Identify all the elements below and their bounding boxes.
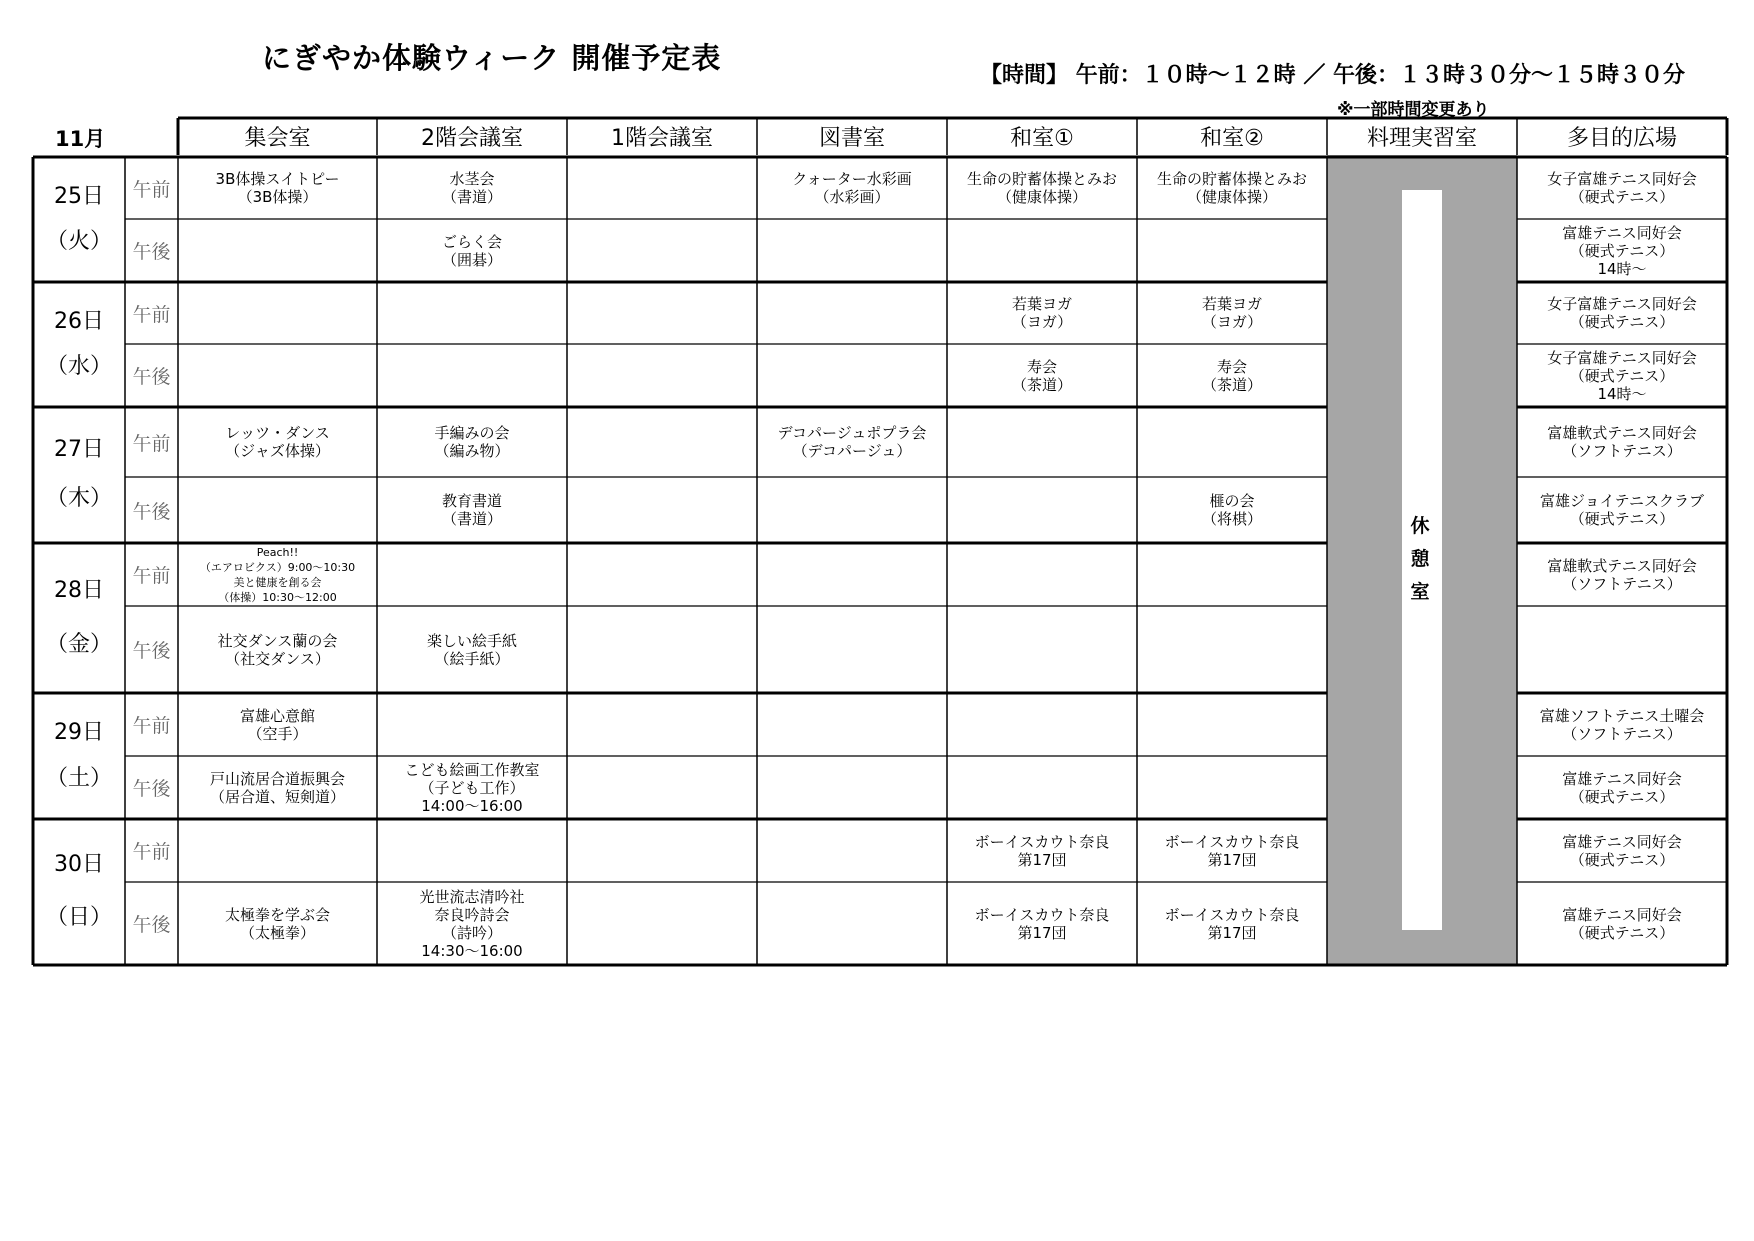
period-pm — [125, 344, 178, 407]
cell-line: （健康体操） — [1186, 188, 1277, 206]
month-label: 11月 — [55, 127, 106, 151]
schedule-cell — [947, 157, 1137, 219]
cell-line: 生命の貯蓄体操とみお — [966, 170, 1117, 188]
schedule-cell — [757, 344, 947, 407]
cell-line: （硬式テニス） — [1569, 850, 1675, 869]
cell-line: （硬式テニス） — [1569, 313, 1675, 331]
cell-line: （3B体操） — [237, 188, 318, 206]
schedule-cell — [178, 477, 377, 543]
cell-line: 富雄心意館 — [239, 706, 315, 725]
cell-line: 榧の会 — [1209, 492, 1255, 510]
schedule-cell — [567, 407, 757, 477]
schedule-cell — [567, 756, 757, 819]
schedule-cell — [1137, 606, 1327, 693]
cell-line: （ヨガ） — [1011, 313, 1073, 331]
room-header-text: 2階会議室 — [421, 126, 523, 151]
schedule-cell — [377, 282, 567, 344]
day-date-text: 29日 — [54, 720, 104, 746]
cell-line: （空手） — [247, 724, 308, 743]
room-header-text: 集会室 — [244, 126, 311, 151]
schedule-cell — [757, 157, 947, 219]
schedule-cell — [377, 157, 567, 219]
schedule-cell — [377, 477, 567, 543]
cell-line: 富雄軟式テニス同好会 — [1547, 556, 1697, 575]
room-header — [1327, 118, 1517, 155]
cell-line: （書道） — [441, 188, 502, 206]
cell-line: 楽しい絵手紙 — [426, 631, 517, 650]
schedule-cell — [178, 756, 377, 819]
day-weekday — [33, 472, 125, 521]
schedule-cell — [947, 282, 1137, 344]
day-date — [33, 837, 125, 890]
day-date — [33, 708, 125, 753]
schedule-cell — [1517, 344, 1727, 407]
cell-line: 富雄テニス同好会 — [1562, 832, 1682, 851]
schedule-cell — [1137, 477, 1327, 543]
schedule-cell — [377, 407, 567, 477]
schedule-cell — [757, 282, 947, 344]
schedule-cell — [1137, 407, 1327, 477]
schedule-cell — [757, 819, 947, 882]
period-am-text: 午前 — [132, 432, 171, 455]
day-weekday-text: （金） — [45, 631, 112, 657]
room-header-text: 料理実習室 — [1366, 126, 1477, 151]
room-header — [178, 118, 377, 155]
room-header — [1137, 118, 1327, 155]
schedule-cell — [377, 606, 567, 693]
schedule-cell — [1137, 157, 1327, 219]
room-header-text: 図書室 — [818, 126, 885, 151]
cell-line: （編み物） — [434, 442, 510, 460]
cell-line: デコパージュポプラ会 — [777, 424, 927, 442]
cell-line: （子ども工作） — [419, 778, 525, 797]
schedule-cell — [1517, 407, 1727, 477]
cell-line: 寿会 — [1216, 357, 1247, 376]
period-am-text: 午前 — [132, 841, 171, 863]
cell-line: レッツ・ダンス — [225, 424, 330, 442]
day-date — [33, 297, 125, 342]
schedule-cell — [567, 819, 757, 882]
schedule-cell — [947, 693, 1137, 756]
schedule-cell — [757, 219, 947, 282]
schedule-cell — [377, 819, 567, 882]
rest-room-label — [1400, 510, 1440, 609]
schedule-cell — [567, 543, 757, 606]
schedule-cell — [377, 693, 567, 756]
cell-line: 富雄ソフトテニス土曜会 — [1539, 706, 1705, 725]
schedule-cell — [947, 606, 1137, 693]
schedule-cell — [1517, 606, 1727, 693]
day-date-text: 30日 — [54, 852, 104, 878]
cell-line: （エアロビクス）9:00～10:30 — [199, 561, 356, 574]
schedule-cell — [377, 882, 567, 965]
cell-line: ボーイスカウト奈良 — [1164, 832, 1300, 851]
period-pm-text: 午後 — [132, 241, 171, 263]
period-am — [125, 282, 178, 344]
cell-line: 富雄テニス同好会 — [1562, 223, 1682, 242]
period-am-text: 午前 — [132, 565, 171, 587]
period-am — [125, 693, 178, 756]
day-weekday — [33, 217, 125, 262]
schedule-cell — [1517, 882, 1727, 965]
cell-line: 富雄テニス同好会 — [1562, 905, 1682, 924]
room-header — [1517, 118, 1727, 155]
schedule-cell — [178, 282, 377, 344]
day-date-text: 28日 — [54, 577, 104, 603]
cell-line: （居合道、短剣道） — [209, 787, 345, 806]
cell-line: 若葉ヨガ — [1011, 295, 1072, 313]
schedule-cell — [1517, 157, 1727, 219]
schedule-cell — [567, 477, 757, 543]
cell-line: （硬式テニス） — [1569, 241, 1675, 260]
cell-line: （ヨガ） — [1201, 313, 1263, 331]
cell-line: 水茎会 — [449, 170, 495, 188]
schedule-cell — [1517, 819, 1727, 882]
hours-info: 【時間】 午前：１０時～１２時 ／ 午後：１３時３０分～１５時３０分 — [980, 63, 1685, 88]
schedule-cell — [567, 344, 757, 407]
cell-line: 第17団 — [1207, 850, 1257, 869]
period-pm — [125, 882, 178, 965]
cell-line: 社交ダンス蘭の会 — [217, 631, 338, 650]
day-weekday — [33, 615, 125, 669]
schedule-cell — [757, 756, 947, 819]
cell-line: ボーイスカウト奈良 — [974, 905, 1110, 924]
cell-line: ボーイスカウト奈良 — [974, 832, 1110, 851]
period-pm-text: 午後 — [132, 778, 171, 800]
period-pm — [125, 756, 178, 819]
cell-line: （ソフトテニス） — [1562, 724, 1682, 743]
cell-line: 14:30～16:00 — [421, 941, 523, 960]
schedule-cell — [947, 344, 1137, 407]
schedule-cell — [757, 606, 947, 693]
schedule-cell — [567, 282, 757, 344]
cell-line: 女子富雄テニス同好会 — [1547, 295, 1697, 313]
schedule-cell — [1517, 693, 1727, 756]
cell-line: ボーイスカウト奈良 — [1164, 905, 1300, 924]
schedule-cell — [947, 219, 1137, 282]
schedule-cell — [757, 477, 947, 543]
cell-line: （ジャズ体操） — [225, 442, 330, 460]
cell-line: 光世流志清吟社 — [419, 887, 525, 906]
period-pm — [125, 606, 178, 693]
cell-line: （健康体操） — [996, 188, 1087, 206]
cell-line: （将棋） — [1201, 510, 1262, 528]
room-header-text: 和室① — [1010, 126, 1074, 151]
room-header — [567, 118, 757, 155]
schedule-cell — [567, 882, 757, 965]
schedule-cell — [377, 756, 567, 819]
cell-line: クォーター水彩画 — [792, 170, 912, 188]
cell-line: 手編みの会 — [434, 424, 510, 442]
schedule-cell — [178, 219, 377, 282]
cell-line: 富雄テニス同好会 — [1562, 769, 1682, 788]
cell-line: 戸山流居合道振興会 — [209, 769, 345, 788]
schedule-cell — [178, 606, 377, 693]
period-pm-text: 午後 — [132, 914, 171, 936]
cell-line: 美と健康を創る会 — [233, 576, 322, 589]
schedule-cell — [1517, 543, 1727, 606]
cell-line: （太極拳） — [239, 923, 315, 942]
cell-line: Peach!! — [256, 546, 299, 559]
schedule-cell — [178, 882, 377, 965]
period-am — [125, 407, 178, 477]
period-am — [125, 543, 178, 606]
room-header — [947, 118, 1137, 155]
cell-line: 第17団 — [1207, 923, 1257, 942]
cell-line: （硬式テニス） — [1569, 787, 1675, 806]
day-weekday-text: （水） — [45, 354, 112, 379]
cell-line: （硬式テニス） — [1569, 188, 1675, 206]
schedule-cell — [1137, 219, 1327, 282]
cell-line: 太極拳を学ぶ会 — [224, 905, 330, 924]
schedule-cell — [567, 157, 757, 219]
cell-line: （詩吟） — [441, 923, 502, 942]
period-pm — [125, 477, 178, 543]
period-am — [125, 819, 178, 882]
cell-line: （デコパージュ） — [792, 442, 912, 460]
cell-line: （硬式テニス） — [1569, 923, 1675, 942]
cell-line: （硬式テニス） — [1569, 366, 1675, 385]
period-am-text: 午前 — [132, 303, 171, 326]
schedule-cell — [1137, 344, 1327, 407]
cell-line: （社交ダンス） — [225, 649, 330, 668]
cell-line: （水彩画） — [814, 188, 890, 206]
cell-line: 14時～ — [1597, 384, 1647, 403]
day-weekday — [33, 889, 125, 942]
period-pm-text: 午後 — [132, 640, 171, 662]
cell-line: 生命の貯蓄体操とみお — [1156, 170, 1307, 188]
rest-room-char: 室 — [1410, 581, 1430, 603]
room-header — [757, 118, 947, 155]
schedule-cell — [1517, 756, 1727, 819]
cell-line: 14:00～16:00 — [421, 796, 523, 815]
schedule-cell — [947, 477, 1137, 543]
period-am-text: 午前 — [132, 715, 171, 737]
schedule-cell — [1137, 756, 1327, 819]
cell-line: （体操）10:30～12:00 — [218, 591, 337, 604]
room-header-text: 和室② — [1200, 126, 1264, 151]
period-pm — [125, 219, 178, 282]
schedule-cell — [757, 543, 947, 606]
schedule-cell — [178, 344, 377, 407]
day-date — [33, 561, 125, 615]
cell-line: （茶道） — [1201, 375, 1262, 394]
hours-note: ※一部時間変更あり — [1337, 100, 1490, 120]
cell-line: 教育書道 — [441, 492, 502, 510]
schedule-cell — [947, 819, 1137, 882]
schedule-cell — [1137, 282, 1327, 344]
schedule-cell — [377, 219, 567, 282]
schedule-cell — [947, 882, 1137, 965]
schedule-cell — [178, 819, 377, 882]
day-weekday — [33, 342, 125, 387]
cell-line: （書道） — [441, 510, 502, 528]
cell-line: （硬式テニス） — [1569, 510, 1675, 528]
day-weekday-text: （土） — [45, 765, 112, 791]
room-header-text: 多目的広場 — [1566, 126, 1677, 151]
cell-line: （囲碁） — [441, 250, 502, 269]
day-date-text: 26日 — [54, 309, 104, 334]
schedule-cell — [178, 693, 377, 756]
schedule-cell — [178, 157, 377, 219]
cell-line: 女子富雄テニス同好会 — [1547, 170, 1697, 188]
room-header-text: 1階会議室 — [611, 126, 713, 151]
schedule-cell — [377, 344, 567, 407]
page-title: にぎやか体験ウィーク 開催予定表 — [262, 41, 722, 75]
rest-room-char: 休 — [1410, 515, 1430, 537]
schedule-cell — [567, 693, 757, 756]
cell-line: ごらく会 — [441, 232, 502, 251]
period-pm-text: 午後 — [132, 500, 171, 523]
schedule-cell — [567, 606, 757, 693]
cell-line: 14時～ — [1597, 259, 1647, 278]
schedule-cell — [1517, 282, 1727, 344]
day-date — [33, 423, 125, 472]
schedule-cell — [757, 693, 947, 756]
day-weekday-text: （火） — [45, 229, 112, 254]
schedule-cell — [178, 407, 377, 477]
day-date-text: 25日 — [54, 184, 104, 209]
cell-line: 3B体操スイトピー — [215, 170, 340, 188]
schedule-cell — [1517, 477, 1727, 543]
schedule-cell — [1517, 219, 1727, 282]
cell-line: こども絵画工作教室 — [404, 760, 540, 779]
cell-line: 富雄ジョイテニスクラブ — [1539, 492, 1705, 510]
period-am — [125, 157, 178, 219]
cell-line: 女子富雄テニス同好会 — [1547, 348, 1697, 367]
day-weekday-text: （日） — [45, 904, 112, 930]
cell-line: （ソフトテニス） — [1562, 574, 1682, 593]
schedule-cell — [1137, 693, 1327, 756]
schedule-cell — [1137, 543, 1327, 606]
schedule-cell — [757, 407, 947, 477]
period-pm-text: 午後 — [132, 366, 171, 388]
schedule-cell — [947, 543, 1137, 606]
cell-line: 第17団 — [1017, 923, 1067, 942]
schedule-cell — [178, 543, 377, 606]
period-am-text: 午前 — [132, 178, 171, 201]
schedule-cell — [1137, 882, 1327, 965]
room-header — [377, 118, 567, 155]
schedule-cell — [1137, 819, 1327, 882]
cell-line: 若葉ヨガ — [1201, 295, 1262, 313]
schedule-cell — [567, 219, 757, 282]
day-date-text: 27日 — [54, 437, 104, 463]
cell-line: 寿会 — [1026, 357, 1057, 376]
cell-line: （絵手紙） — [434, 649, 510, 668]
day-weekday-text: （木） — [45, 486, 112, 512]
rest-room-char: 憩 — [1410, 548, 1430, 570]
cell-line: 富雄軟式テニス同好会 — [1547, 424, 1697, 442]
schedule-cell — [947, 756, 1137, 819]
day-date — [33, 172, 125, 217]
schedule-cell — [377, 543, 567, 606]
day-weekday — [33, 753, 125, 798]
cell-line: 奈良吟詩会 — [434, 905, 510, 924]
schedule-cell — [947, 407, 1137, 477]
cell-line: （茶道） — [1011, 375, 1072, 394]
cell-line: （ソフトテニス） — [1562, 442, 1682, 460]
schedule-cell — [757, 882, 947, 965]
cell-line: 第17団 — [1017, 850, 1067, 869]
